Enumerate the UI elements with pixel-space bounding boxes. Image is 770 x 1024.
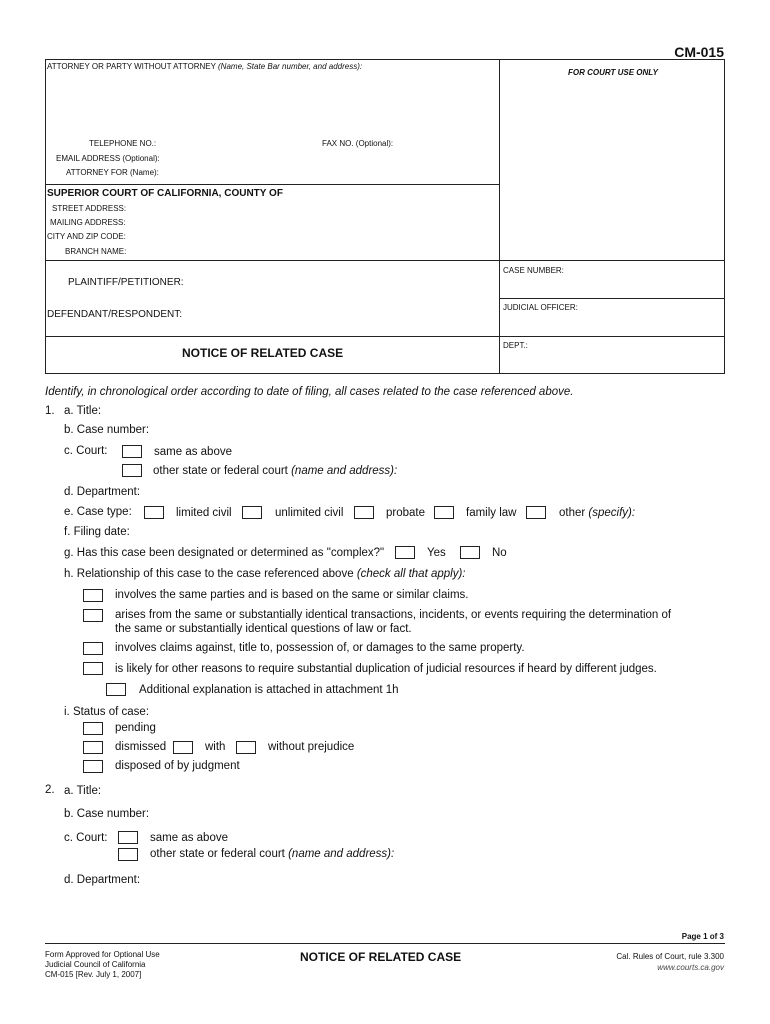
street-address-label: STREET ADDRESS: <box>52 204 127 213</box>
status-dismissed-label: dismissed <box>115 741 167 753</box>
item2-court-other-checkbox[interactable] <box>118 848 138 861</box>
item1-case-number-label: b. Case number: <box>64 424 150 436</box>
rules-of-court: Cal. Rules of Court, rule 3.300 <box>616 952 724 961</box>
same-parties-checkbox[interactable] <box>83 589 103 602</box>
same-parties-label: involves the same parties and is based on the same or similar claims. <box>115 589 469 601</box>
form-code: CM-015 <box>674 44 724 60</box>
item1-department-label: d. Department: <box>64 486 141 498</box>
unlimited-civil-label: unlimited civil <box>275 507 344 519</box>
city-zip-label: CITY AND ZIP CODE: <box>47 232 126 241</box>
item2-court-other-label: other state or federal court (name and address): <box>150 848 395 860</box>
item2-court-same-label: same as above <box>150 832 228 844</box>
item2-title-label: a. Title: <box>64 785 102 797</box>
item1-filing-date-label: f. Filing date: <box>64 526 130 538</box>
complex-yes-checkbox[interactable] <box>395 546 415 559</box>
item2-court-label: c. Court: <box>64 832 108 844</box>
item1-court-same-label: same as above <box>154 446 232 458</box>
complex-no-checkbox[interactable] <box>460 546 480 559</box>
mailing-address-label: MAILING ADDRESS: <box>50 218 126 227</box>
dismissed-with-label: with <box>205 741 226 753</box>
unlimited-civil-checkbox[interactable] <box>242 506 262 519</box>
item2-department-label: d. Department: <box>64 874 141 886</box>
dismissed-without-checkbox[interactable] <box>236 741 256 754</box>
duplication-label: is likely for other reasons to require substantial duplication of judicial resources if heard by different judges. <box>115 663 657 675</box>
divider-court <box>45 184 499 185</box>
telephone-label: TELEPHONE NO.: <box>89 139 157 148</box>
attachment-1h-label: Additional explanation is attached in attachment 1h <box>139 684 399 696</box>
fax-label: FAX NO. (Optional): <box>322 139 394 148</box>
limited-civil-checkbox[interactable] <box>144 506 164 519</box>
status-disposed-checkbox[interactable] <box>83 760 103 773</box>
footer-rule <box>45 943 725 944</box>
branch-name-label: BRANCH NAME: <box>65 247 127 256</box>
court-use-divider <box>499 59 500 374</box>
other-case-type-label: other (specify): <box>559 507 636 519</box>
limited-civil-label: limited civil <box>176 507 232 519</box>
family-law-checkbox[interactable] <box>434 506 454 519</box>
probate-label: probate <box>386 507 426 519</box>
item1-number: 1. <box>45 405 55 417</box>
instructions: Identify, in chronological order according to date of filing, all cases related to the case referenced above. <box>45 386 574 398</box>
attorney-for-label: ATTORNEY FOR (Name): <box>66 168 159 177</box>
same-property-label: involves claims against, title to, possession of, or damages to the same property. <box>115 642 525 654</box>
same-transactions-label-line2: the same or substantially identical questions of law or fact. <box>115 623 412 635</box>
probate-checkbox[interactable] <box>354 506 374 519</box>
judicial-officer-label: JUDICIAL OFFICER: <box>503 303 578 312</box>
defendant-label: DEFENDANT/RESPONDENT: <box>47 309 183 320</box>
plaintiff-label: PLAINTIFF/PETITIONER: <box>68 277 184 288</box>
same-transactions-checkbox[interactable] <box>83 609 103 622</box>
complex-no-label: No <box>492 547 507 559</box>
email-label: EMAIL ADDRESS (Optional): <box>56 154 160 163</box>
item1-court-label: c. Court: <box>64 445 108 457</box>
item2-number: 2. <box>45 784 55 796</box>
complex-question: g. Has this case been designated or determined as "complex?" <box>64 547 385 559</box>
divider-title <box>45 336 725 337</box>
court-title: SUPERIOR COURT OF CALIFORNIA, COUNTY OF <box>47 188 283 199</box>
attorney-label: ATTORNEY OR PARTY WITHOUT ATTORNEY (Name, State Bar number, and address): <box>47 62 363 71</box>
divider-case-number <box>499 298 725 299</box>
complex-yes-label: Yes <box>427 547 446 559</box>
attachment-1h-checkbox[interactable] <box>106 683 126 696</box>
status-label: i. Status of case: <box>64 706 150 718</box>
item2-case-number-label: b. Case number: <box>64 808 150 820</box>
relationship-label: h. Relationship of this case to the case referenced above (check all that apply): <box>64 568 466 580</box>
caption-frame <box>45 59 725 374</box>
item1-court-other-checkbox[interactable] <box>122 464 142 477</box>
item2-court-same-checkbox[interactable] <box>118 831 138 844</box>
family-law-label: family law <box>466 507 517 519</box>
form-approved-line2: Judicial Council of California <box>45 960 146 969</box>
item1-title-label: a. Title: <box>64 405 102 417</box>
form-approved-line3: CM-015 [Rev. July 1, 2007] <box>45 970 142 979</box>
dismissed-with-checkbox[interactable] <box>173 741 193 754</box>
footer-title: NOTICE OF RELATED CASE <box>300 950 462 964</box>
duplication-checkbox[interactable] <box>83 662 103 675</box>
dept-label: DEPT.: <box>503 341 528 350</box>
notice-title: NOTICE OF RELATED CASE <box>182 346 344 360</box>
status-disposed-label: disposed of by judgment <box>115 760 240 772</box>
item1-case-type-label: e. Case type: <box>64 506 132 518</box>
dismissed-without-label: without prejudice <box>268 741 355 753</box>
status-pending-label: pending <box>115 722 156 734</box>
case-number-label: CASE NUMBER: <box>503 266 564 275</box>
item1-court-same-checkbox[interactable] <box>122 445 142 458</box>
same-transactions-label-line1: arises from the same or substantially identical transactions, incidents, or events requiring the determination of <box>115 609 672 621</box>
form-approved-line1: Form Approved for Optional Use <box>45 950 160 959</box>
page-number: Page 1 of 3 <box>681 932 724 941</box>
divider-parties <box>45 260 725 261</box>
status-pending-checkbox[interactable] <box>83 722 103 735</box>
status-dismissed-checkbox[interactable] <box>83 741 103 754</box>
item1-court-other-label: other state or federal court (name and address): <box>153 465 398 477</box>
same-property-checkbox[interactable] <box>83 642 103 655</box>
other-case-type-checkbox[interactable] <box>526 506 546 519</box>
courts-website-link[interactable]: www.courts.ca.gov <box>657 963 724 972</box>
court-use-only-label: FOR COURT USE ONLY <box>568 68 658 77</box>
